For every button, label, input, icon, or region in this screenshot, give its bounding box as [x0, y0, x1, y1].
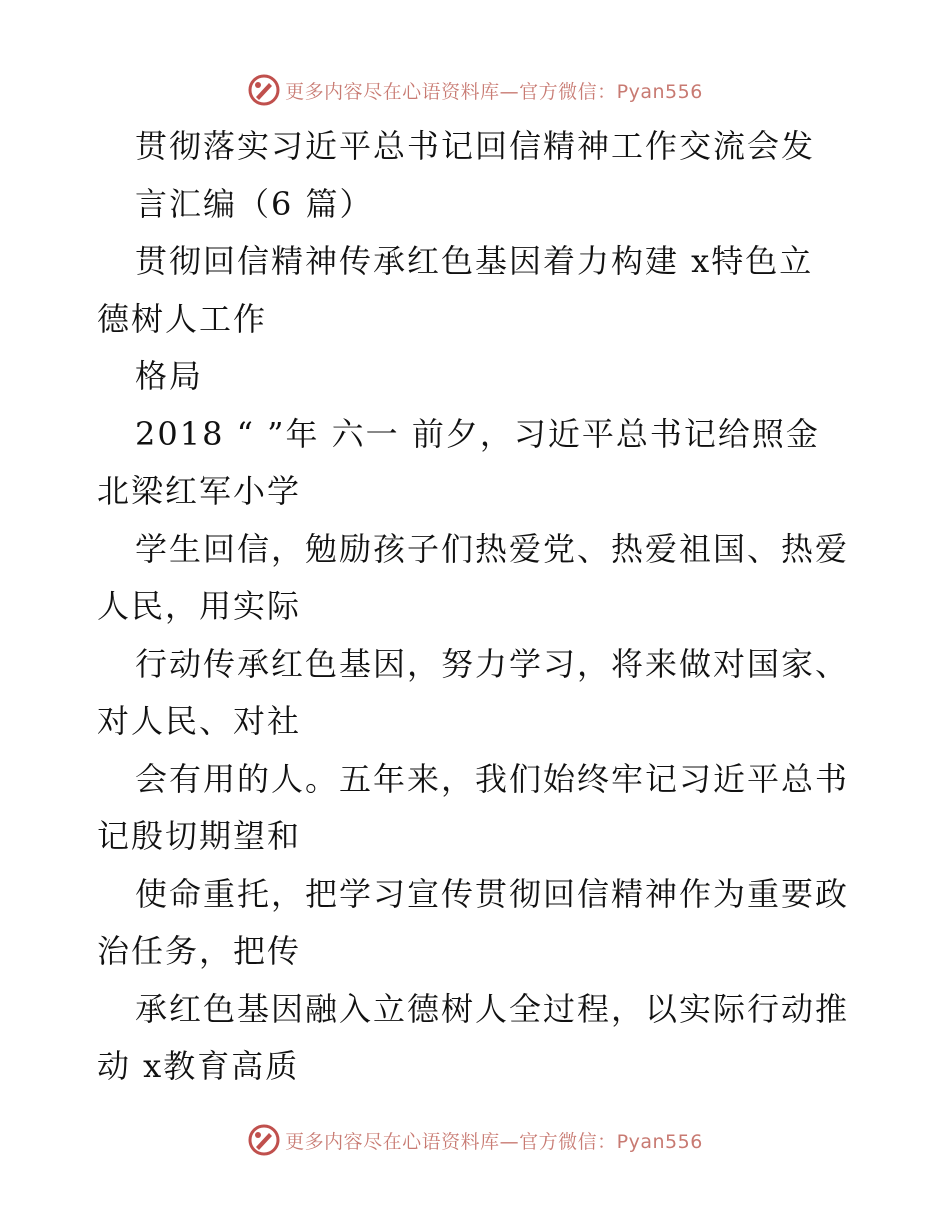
text-line: 德树人工作	[97, 299, 268, 338]
text-line: 动 x教育高质	[97, 1047, 300, 1085]
text-line: 学生回信，勉励孩子们热爱党、热爱祖国、热爱	[135, 529, 850, 568]
text-line: 北梁红军小学	[97, 472, 302, 510]
text-line: 言汇编（6 篇）	[135, 184, 374, 223]
watermark-text: 更多内容尽在心语资料库—官方微信：Pyan556	[285, 1130, 703, 1153]
watermark-text: 更多内容尽在心语资料库—官方微信：Pyan556	[285, 80, 703, 103]
watermark-banner-top	[0, 70, 950, 110]
text-line: 贯彻落实习近平总书记回信精神工作交流会发	[135, 127, 816, 165]
text-line: 使命重托，把学习宣传贯彻回信精神作为重要政	[135, 874, 850, 913]
text-line: 会有用的人。五年来，我们始终牢记习近平总书	[135, 759, 850, 798]
text-line: 治任务，把传	[97, 932, 302, 970]
text-line: 行动传承红色基因，努力学习，将来做对国家、	[135, 644, 850, 683]
document-body	[97, 118, 877, 1096]
text-line: 2018 “ ”年 六一 前夕，习近平总书记给照金	[135, 414, 820, 453]
text-line: 贯彻回信精神传承红色基因着力构建 x特色立	[135, 242, 814, 280]
seal-logo-icon	[247, 1123, 281, 1157]
text-line: 格局	[135, 357, 204, 395]
text-line: 承红色基因融入立德树人全过程，以实际行动推	[135, 989, 850, 1028]
text-line: 人民，用实际	[97, 587, 302, 625]
text-line: 对人民、对社	[97, 702, 302, 740]
watermark-banner-bottom	[0, 1120, 950, 1160]
seal-logo-icon	[247, 73, 281, 107]
text-line: 记殷切期望和	[97, 817, 302, 855]
